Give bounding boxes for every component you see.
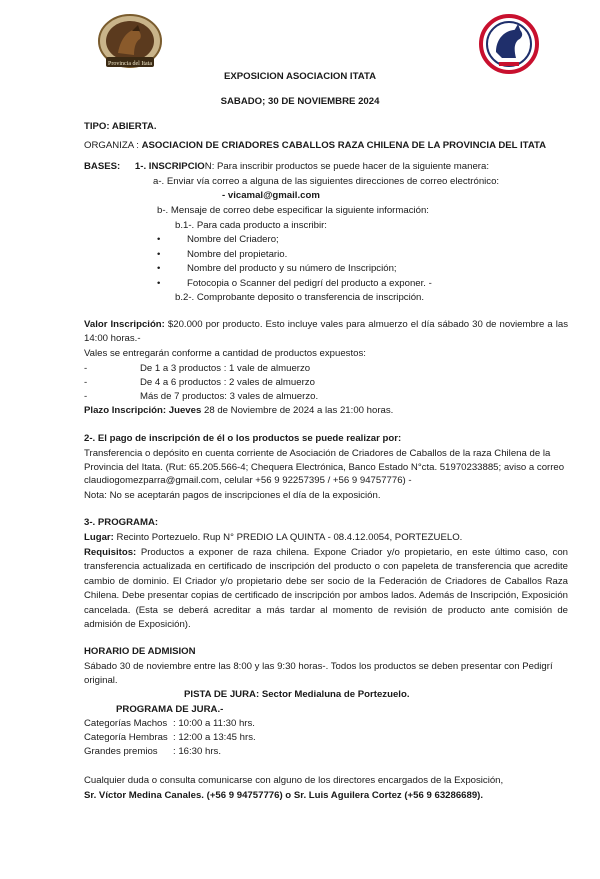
plazo-label: Plazo Inscripción: Jueves [84, 405, 202, 416]
footer-text: Cualquier duda o consulta comunicarse con alguno de los directores encargados de la Exposición, [84, 775, 504, 786]
vales-intro: Vales se entregarán conforme a cantidad de productos expuestos: [84, 348, 366, 359]
organiza-line [84, 139, 546, 153]
valor-label: Valor Inscripción: [84, 319, 165, 330]
inscripcion-title: 1-. INSCRIPCIO [134, 161, 205, 172]
plazo-text: 28 de Noviembre de 2024 a las 21:00 horas. [201, 405, 394, 416]
lugar-label: Lugar: [84, 532, 114, 543]
event-date: SABADO; 30 DE NOVIEMBRE 2024 [220, 96, 380, 107]
valor-paragraph [84, 318, 568, 345]
schedule-row: Grandes premios : 16:30 hrs. [84, 746, 221, 757]
list-item: • Fotocopia o Scanner del pedigrí del producto a exponer. - [157, 278, 432, 289]
pago-nota: Nota: No se aceptarán pagos de inscripciones el día de la exposición. [84, 490, 381, 501]
plazo-line [84, 404, 393, 418]
horario-title: HORARIO DE ADMISION [84, 646, 196, 657]
requisitos-label: Requisitos: [84, 547, 137, 558]
document-title: EXPOSICION ASOCIACION ITATA [223, 71, 377, 82]
list-item: - De 4 a 6 productos : 2 vales de almuerzo [84, 377, 315, 388]
lugar-line [84, 531, 462, 545]
bases-b1: b.1-. Para cada producto a inscribir: [175, 220, 327, 231]
pago-text: Transferencia o depósito en cuenta corriente de Asociación de Criadores de Caballos de la raza Chilena de la Provincia del Itata. (Rut: 65.205.566-4; Chequera Electrónica, Banco Estado N°cta. 51970233885; aviso a correo claudiogomezparra@gmail.com, celular +56 9 92257395 / +56 9 94757776) - [84, 448, 565, 486]
schedule-row: Categoría Hembras : 12:00 a 13:45 hrs. [84, 732, 256, 743]
list-item: • Nombre del producto y su número de Inscripción; [157, 263, 397, 274]
list-item: - De 1 a 3 productos : 1 vale de almuerzo [84, 363, 311, 374]
list-item: • Nombre del propietario. [157, 249, 288, 260]
association-logo-left [96, 13, 164, 73]
requisitos-paragraph [84, 546, 568, 632]
bases-label: BASES: [84, 161, 121, 172]
bases-line [84, 160, 489, 174]
horse-head-emblem-icon [474, 14, 544, 74]
logo-left-text: Provincia del Itata [108, 61, 152, 67]
bases-email: - vicamal@gmail.com [222, 190, 320, 201]
bases-b: b-. Mensaje de correo debe especificar la siguiente información: [157, 205, 429, 216]
inscripcion-text: N: Para inscribir productos se puede hacer de la siguiente manera: [204, 161, 490, 172]
requisitos-text: Productos a exponer de raza chilena. Expone Criador y/o propietario, en este último caso, con transferencia actualizada en certificado de inscripción del producto o con papeleta de transferencia que acredite cambio de dominio. El Criador y/o propietario debe ser socio de la Federación de Criadores de Caballos Raza Chilena. Debe presentar copias de certificado de inscripción por ambos lados. Además de Inscripción, Exposición cancelada. (Esta se deberá acreditar a más tardar al momento de revisión de producto ante comisión de admisión de Exposición). [84, 547, 568, 631]
schedule-row: Categorías Machos : 10:00 a 11:30 hrs. [84, 718, 255, 729]
programa-jura: PROGRAMA DE JURA.- [116, 704, 224, 715]
programa-title: 3-. PROGRAMA: [84, 517, 159, 528]
list-item: - Más de 7 productos: 3 vales de almuerzo. [84, 391, 319, 402]
tipo-line: TIPO: ABIERTA. [84, 121, 157, 132]
lugar-text: Recinto Portezuelo. Rup N° PREDIO LA QUINTA - 08.4.12.0054, PORTEZUELO. [113, 532, 463, 543]
valor-text: $20.000 por producto. Esto incluye vales para almuerzo el día sábado 30 de noviembre a las 14:00 horas.- [84, 319, 568, 344]
organiza-label: ORGANIZA : [84, 140, 142, 151]
bases-b2: b.2-. Comprobante deposito o transferencia de inscripción. [175, 292, 425, 303]
bases-a: a-. Enviar vía correo a alguna de las siguientes direcciones de correo electrónico: [153, 176, 500, 187]
organiza-value: ASOCIACION DE CRIADORES CABALLOS RAZA CHILENA DE LA PROVINCIA DEL ITATA [141, 140, 547, 151]
footer-contacts: Sr. Víctor Medina Canales. (+56 9 94757776) o Sr. Luis Aguilera Cortez (+56 9 63286689). [84, 790, 484, 801]
pago-title: 2-. El pago de inscripción de él o los productos se puede realizar por: [84, 433, 402, 444]
horario-text: Sábado 30 de noviembre entre las 8:00 y las 9:30 horas-. Todos los productos se deben presentar con Pedigrí original. [84, 661, 553, 686]
list-item: • Nombre del Criadero; [157, 234, 279, 245]
pista-line: PISTA DE JURA: Sector Medialuna de Portezuelo. [184, 689, 410, 700]
